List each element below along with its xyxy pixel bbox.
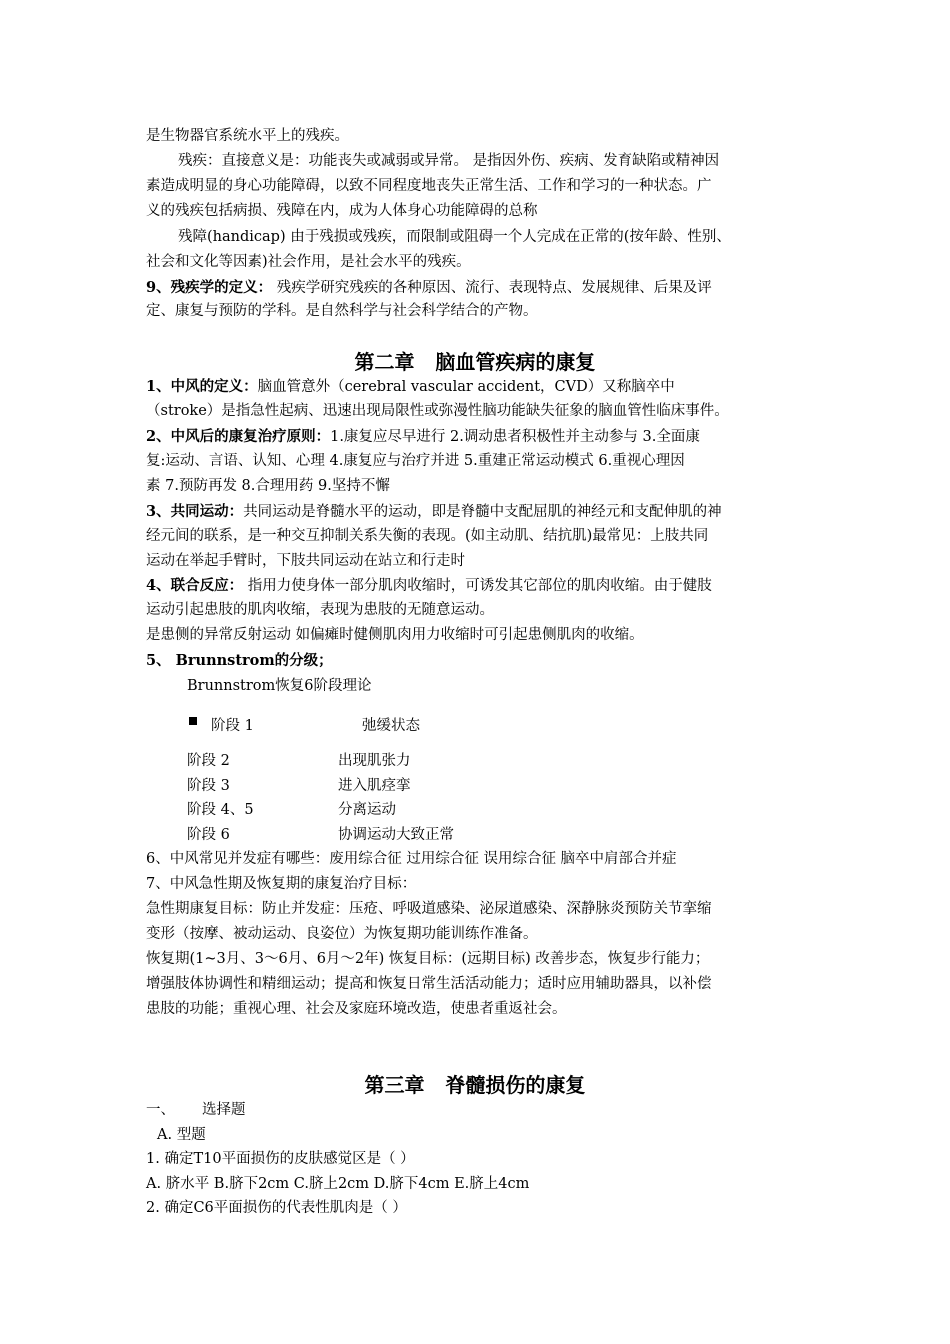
text-line: 变形（按摩、被动运动、良姿位）为恢复期功能训练作准备。: [146, 926, 538, 942]
handicap-definition: 残障(handicap) 由于残损或残疾，而限制或阻碍一个人完成在正常的(按年龄、性别、: [178, 229, 731, 245]
ch2-q3-line: [146, 499, 722, 525]
text-line: 是生物器官系统水平上的残疾。: [146, 128, 349, 144]
ch2-q1-line: [146, 374, 675, 400]
text-line: 运动引起患肢的肌肉收缩，表现为患肢的无随意运动。: [146, 602, 494, 618]
text-line: 运动在举起手臂时，下肢共同运动在站立和行走时: [146, 553, 465, 569]
ch2-q4-line: [146, 573, 712, 599]
question-1-options: A. 脐水平 B.脐下2cm C.脐上2cm D.脐下4cm E.脐上4cm: [146, 1176, 530, 1192]
q4-text: 指用力使身体一部分肌肉收缩时，可诱发其它部位的肌肉收缩。由于健肢: [243, 578, 712, 594]
text-line: 义的残疾包括病损、残障在内，成为人体身心功能障碍的总称: [146, 203, 538, 219]
stage-desc: 出现肌张力: [338, 753, 411, 769]
q1-label: 1、中风的定义：: [146, 378, 258, 395]
stage-desc: 分离运动: [338, 802, 396, 818]
q1-text: 脑血管意外（cerebral vascular accident，CVD）又称脑卒中: [257, 379, 675, 395]
q9-label: 9、残疾学的定义：: [146, 279, 273, 296]
text-line: 素 7.预防再发 8.合理用药 9.坚持不懈: [146, 478, 390, 494]
q2-text: 1.康复应尽早进行 2.调动患者积极性并主动参与 3.全面康: [330, 429, 700, 445]
stage-label: 阶段 2: [187, 753, 230, 769]
q3-label: 3、共同运动：: [146, 503, 244, 520]
text-line: 复:运动、言语、认知、心理 4.康复应与治疗并进 5.重建正常运动模式 6.重视心理因: [146, 453, 685, 469]
disability-definition: 残疾：直接意义是：功能丧失或减弱或异常。 是指因外伤、疾病、发育缺陷或精神因: [178, 153, 720, 169]
stage-label: 阶段 6: [187, 827, 230, 843]
stage-label: 阶段 1: [211, 718, 254, 734]
chapter-2-title: 第二章 脑血管疾病的康复: [354, 350, 596, 374]
stage-desc: 弛缓状态: [362, 718, 420, 734]
q3-text: 共同运动是脊髓水平的运动，即是脊髓中支配屈肌的神经元和支配伸肌的神: [243, 504, 722, 520]
text-line: 定、康复与预防的学科。是自然科学与社会科学结合的产物。: [146, 303, 538, 319]
stage-desc: 协调运动大致正常: [338, 827, 454, 843]
q6-line: 6、中风常见并发症有哪些：废用综合征 过用综合征 误用综合征 脑卒中肩部合并症: [146, 851, 677, 867]
q4-label: 4、联合反应：: [146, 577, 244, 594]
q2-label: 2、中风后的康复治疗原则：: [146, 428, 331, 445]
q9-text: 残疾学研究残疾的各种原因、流行、表现特点、发展规律、后果及评: [272, 280, 712, 296]
bullet-icon: [189, 717, 197, 725]
section-label: 选择题: [202, 1102, 246, 1118]
ch2-q2-line: [146, 424, 700, 450]
text-line: 经元间的联系，是一种交互抑制关系失衡的表现。(如主动肌、结抗肌)最常见：上肢共同: [146, 528, 709, 544]
section-number: 一、: [146, 1102, 175, 1118]
text-line: 恢复期(1~3月、3～6月、6月～2年) 恢复目标：(远期目标) 改善步态，恢复步行能力；: [146, 951, 710, 967]
stage-label: 阶段 4、5: [187, 802, 254, 818]
text-line: 素造成明显的身心功能障碍，以致不同程度地丧失正常生活、工作和学习的一种状态。广: [146, 178, 712, 194]
text-line: 患肢的功能；重视心理、社会及家庭环境改造，使患者重返社会。: [146, 1001, 567, 1017]
text-line: （stroke）是指急性起病、迅速出现局限性或弥漫性脑功能缺失征象的脑血管性临床事件。: [146, 403, 729, 419]
stage-desc: 进入肌痉挛: [338, 778, 411, 794]
text-line: 增强肢体协调性和精细运动；提高和恢复日常生活活动能力；适时应用辅助器具，以补偿: [146, 976, 712, 992]
type-label: A. 型题: [157, 1127, 206, 1143]
q9-line: [146, 275, 712, 301]
stage-label: 阶段 3: [187, 778, 230, 794]
text-line: 社会和文化等因素)社会作用，是社会水平的残疾。: [146, 254, 471, 270]
text-line: 急性期康复目标：防止并发症：压疮、呼吸道感染、泌尿道感染、深静脉炎预防关节挛缩: [146, 901, 712, 917]
text-line: 是患侧的异常反射运动 如偏瘫时健侧肌肉用力收缩时可引起患侧肌肉的收缩。: [146, 627, 644, 643]
q7-line: 7、中风急性期及恢复期的康复治疗目标：: [146, 876, 417, 892]
chapter-3-title: 第三章 脊髓损伤的康复: [364, 1073, 586, 1097]
question-2: 2. 确定C6平面损伤的代表性肌肉是（ ）: [146, 1200, 407, 1216]
brunnstrom-intro: Brunnstrom恢复6阶段理论: [187, 678, 372, 694]
question-1: 1. 确定T10平面损伤的皮肤感觉区是（ ）: [146, 1151, 415, 1167]
q5-label: 5、 Brunnstrom的分级；: [146, 652, 333, 669]
